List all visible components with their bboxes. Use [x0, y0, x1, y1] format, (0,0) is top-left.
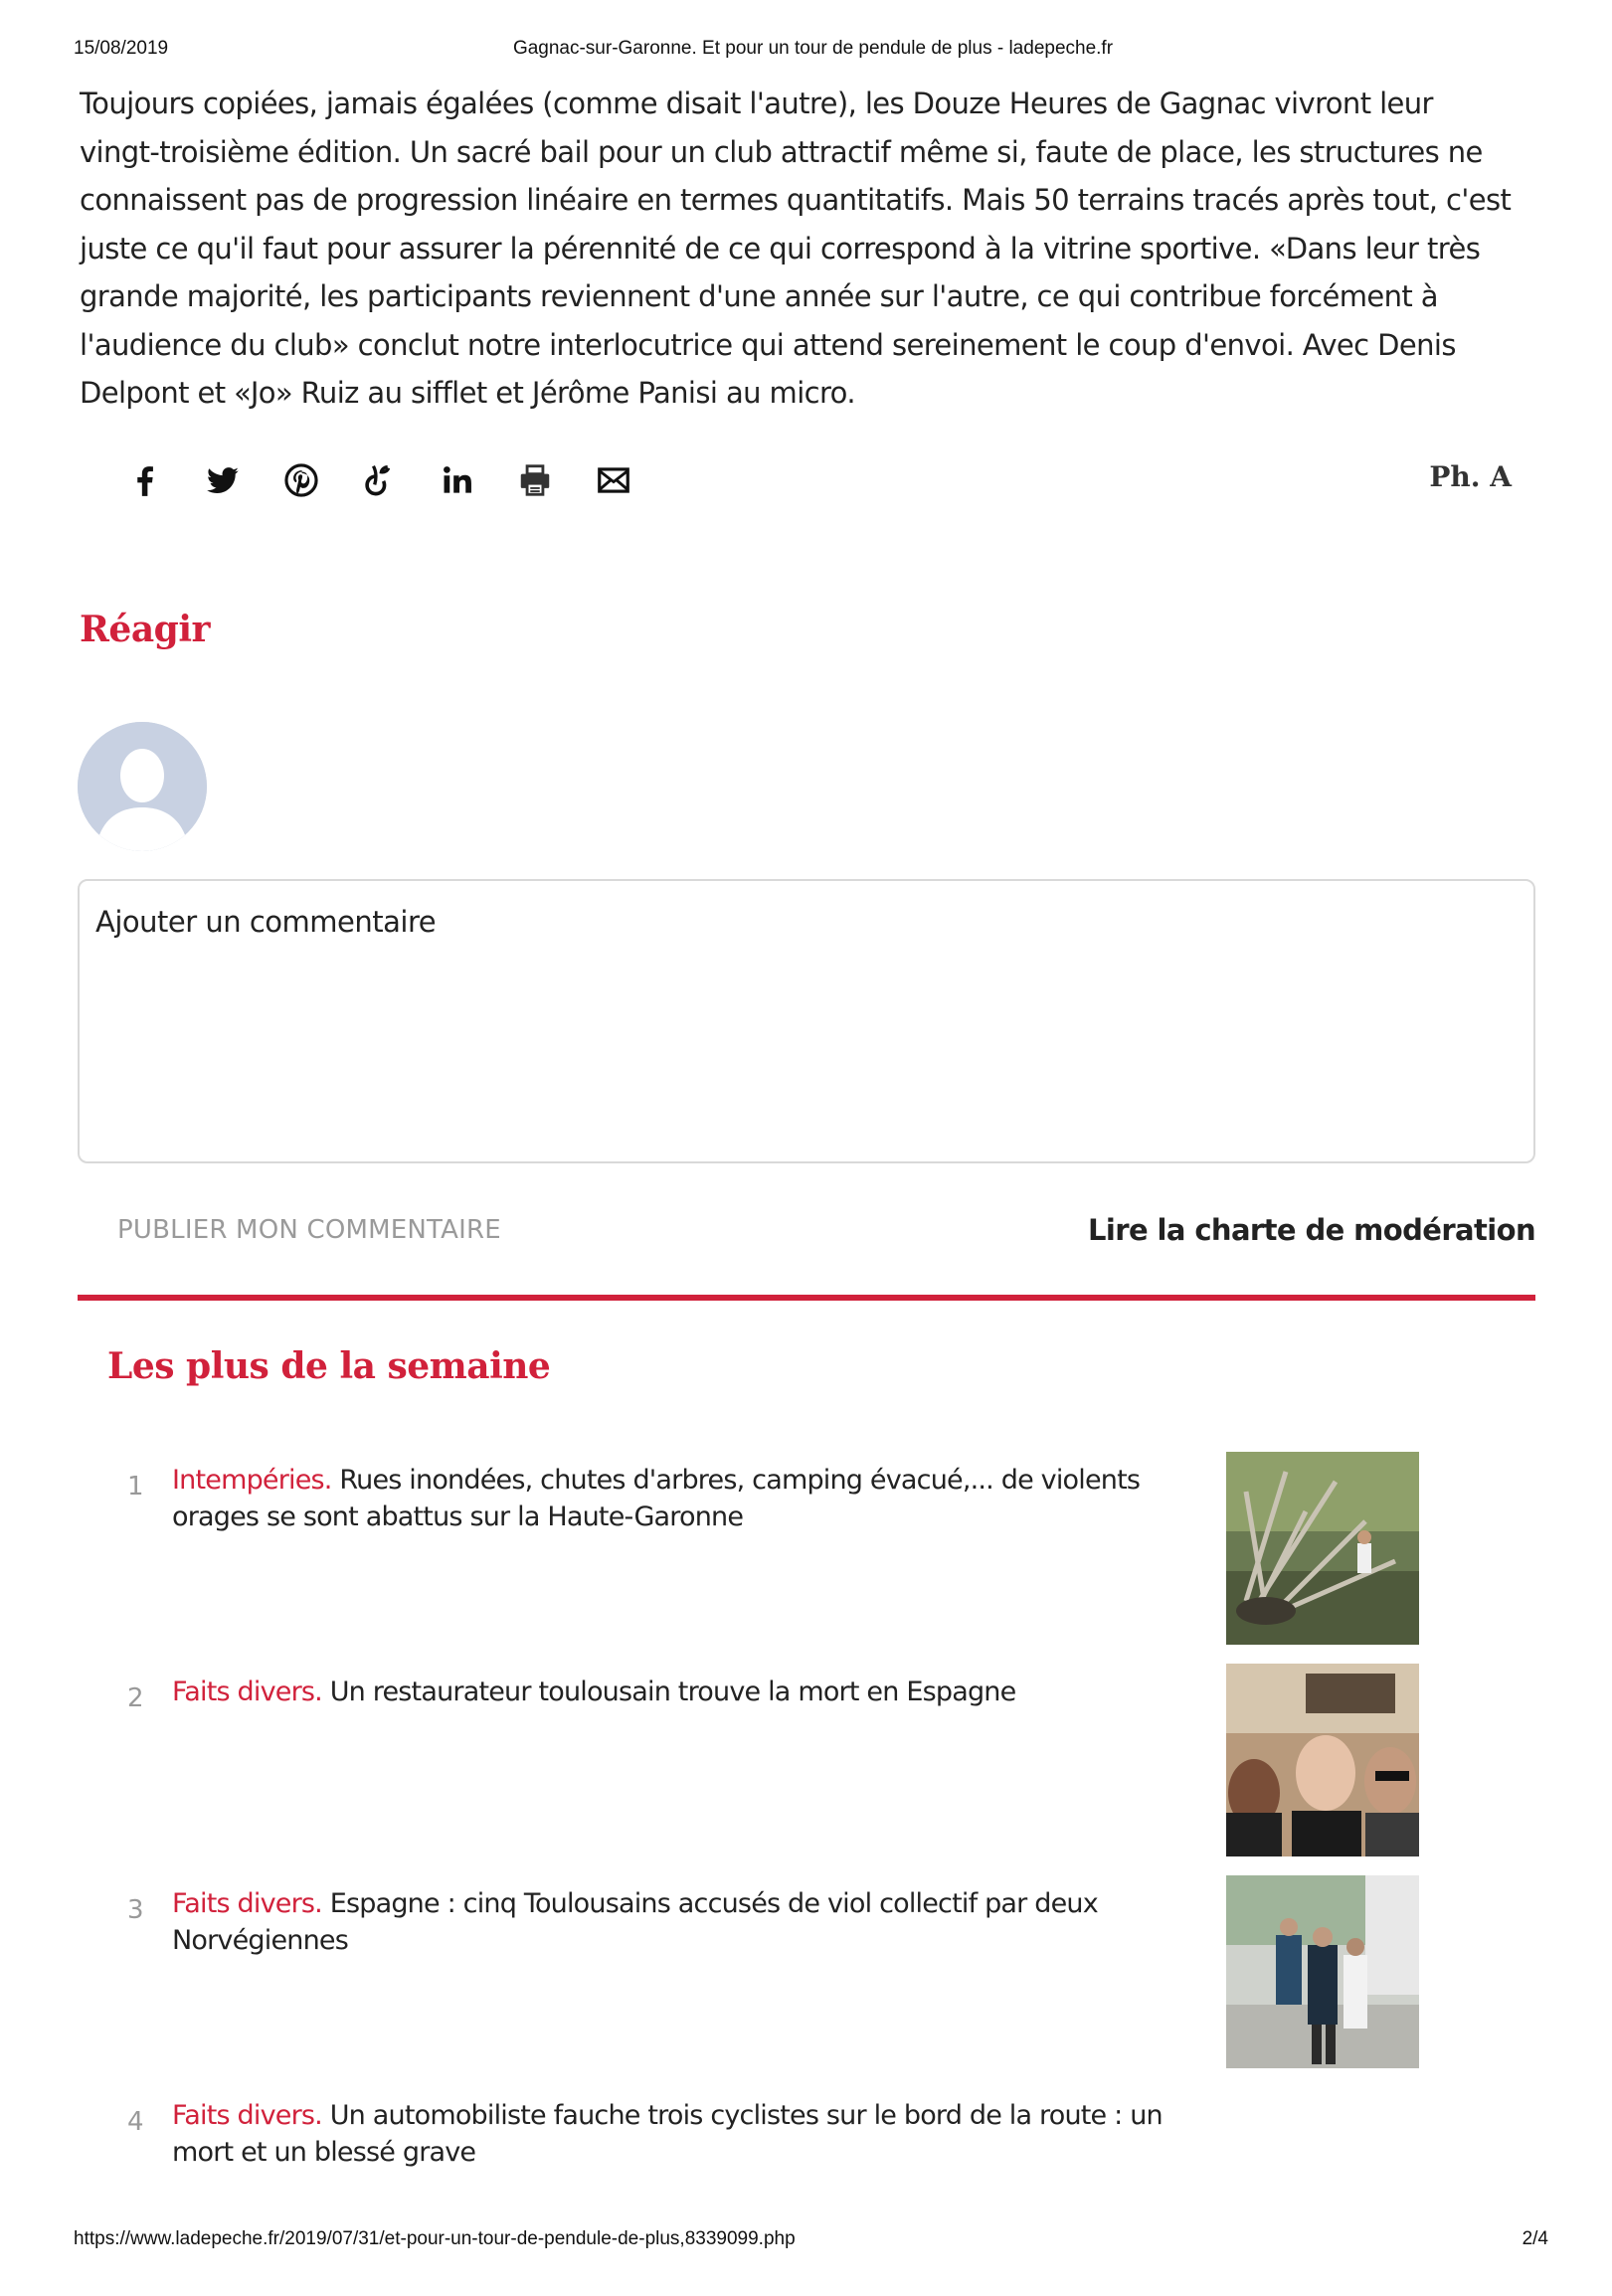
item-headline[interactable]: [172, 1674, 1166, 1710]
item-headline[interactable]: [172, 2097, 1166, 2171]
restaurant-selfie-photo[interactable]: [1226, 1664, 1419, 1856]
top-item-2[interactable]: [117, 1674, 1430, 1872]
photo-credit: Ph. A: [1429, 460, 1512, 493]
item-text: Un automobiliste fauche trois cyclistes sur le bord de la route : un mort et un blessé grave: [172, 2100, 1163, 2168]
mail-icon[interactable]: [586, 452, 641, 508]
arrest-street-photo[interactable]: [1226, 1875, 1419, 2068]
print-footer: [74, 2228, 1552, 2258]
fallen-tree-photo[interactable]: [1226, 1452, 1419, 1645]
publish-comment-button[interactable]: PUBLIER MON COMMENTAIRE: [117, 1215, 501, 1245]
item-category: Faits divers.: [172, 2100, 322, 2131]
item-category: Faits divers.: [172, 1677, 322, 1707]
top-item-4[interactable]: [117, 2097, 1430, 2296]
print-page-title: Gagnac-sur-Garonne. Et pour un tour de pendule de plus - ladepeche.fr: [512, 38, 1114, 59]
item-category: Faits divers.: [172, 1888, 322, 1919]
print-url: https://www.ladepeche.fr/2019/07/31/et-pour-un-tour-de-pendule-de-plus,8339099.php: [74, 2228, 796, 2249]
item-rank: 1: [127, 1472, 144, 1501]
item-rank: 2: [127, 1683, 144, 1713]
item-text: Espagne : cinq Toulousains accusés de viol collectif par deux Norvégiennes: [172, 1888, 1098, 1956]
moderation-charter-link[interactable]: Lire la charte de modération: [1088, 1213, 1535, 1247]
pinterest-icon[interactable]: [273, 452, 329, 508]
item-headline[interactable]: [172, 1885, 1166, 1959]
print-header: [74, 38, 1552, 68]
item-rank: 4: [127, 2107, 144, 2137]
item-category: Intempéries.: [172, 1465, 332, 1496]
print-date: 15/08/2019: [74, 38, 169, 59]
item-headline[interactable]: [172, 1462, 1166, 1535]
item-text: Rues inondées, chutes d'arbres, camping évacué,... de violents orages se sont abattus sur la Haute-Garonne: [172, 1465, 1141, 1532]
article-paragraph: Toujours copiées, jamais égalées (comme disait l'autre), les Douze Heures de Gagnac vivront leur vingt-troisième édition. Un sacré bail pour un club attractif même si, faute de place, les structures ne connaissent pas de progression linéaire en termes quantitatifs. Mais 50 terrains tracés après tout, c'est juste ce qu'il faut pour assurer la pérennité de ce qui correspond à la vitrine sportive. «Dans leur très grande majorité, les participants reviennent d'une année sur l'autre, ce qui contribue forcément à l'audience du club» conclut notre interlocutrice qui attend sereinement le coup d'envoi. Avec Denis Delpont et «Jo» Ruiz au sifflet et Jérôme Panisi au micro.: [80, 87, 1512, 410]
linkedin-icon[interactable]: [430, 452, 485, 508]
share-bar: [80, 452, 1512, 508]
comment-input[interactable]: Ajouter un commentaire: [78, 879, 1535, 1163]
facebook-icon[interactable]: [117, 452, 173, 508]
twitter-icon[interactable]: [195, 452, 251, 508]
section-divider: [78, 1295, 1535, 1301]
viadeo-icon[interactable]: [351, 452, 407, 508]
print-icon[interactable]: [507, 452, 563, 508]
page-number: 2/4: [1522, 2228, 1548, 2249]
item-rank: 3: [127, 1895, 144, 1925]
top-item-3[interactable]: [117, 1885, 1430, 2084]
top-week-title: Les plus de la semaine: [107, 1345, 551, 1387]
comments-section-title: Réagir: [80, 609, 210, 650]
item-text: Un restaurateur toulousain trouve la mort en Espagne: [329, 1677, 1016, 1707]
avatar: [78, 722, 207, 851]
top-item-1[interactable]: [117, 1462, 1430, 1661]
